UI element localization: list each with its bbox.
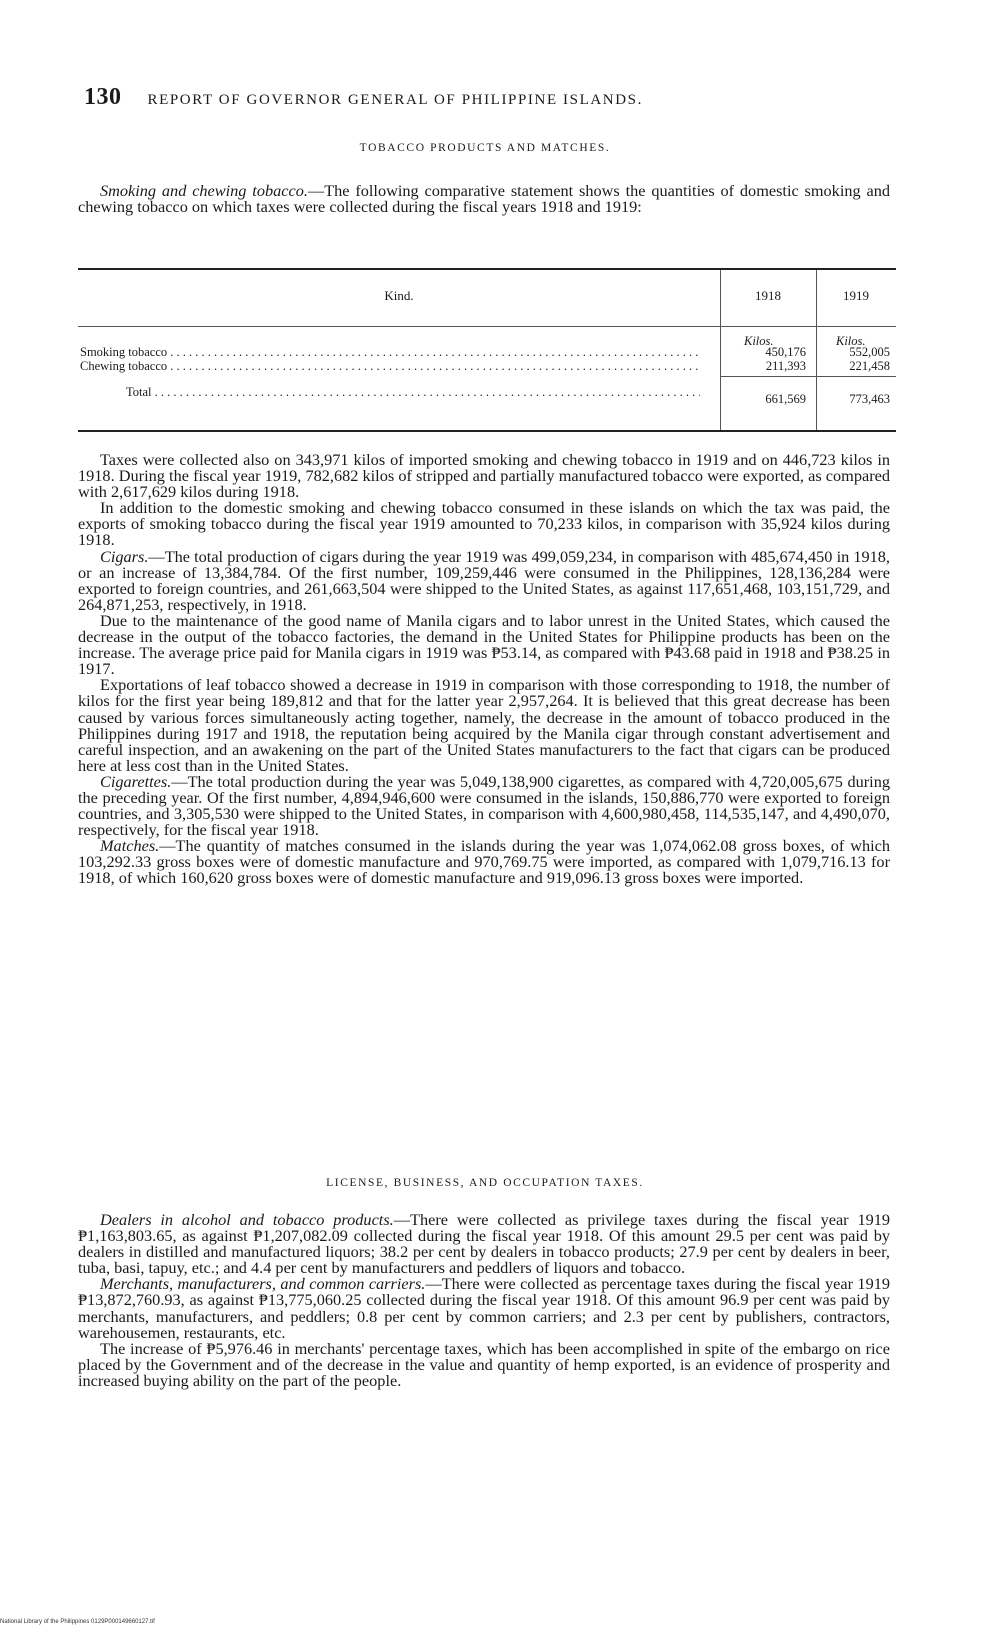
unit-1919: Kilos. [836, 334, 866, 348]
paragraph-merchants: Merchants, manufacturers, and common carriers.—There were collected as percentage taxes during the fiscal year 1919 ₱13,872,760.93, as against ₱13,775,060.25 collected during the fiscal year 1918. Of this amount 96.9 per cent was paid by merchants, manufacturers, and peddlers; 0.8 per cent by common carriers; and 2.3 per cent by publishers, contractors, warehousemen, restaurants, etc. [78, 1274, 890, 1342]
intro-text: —The following comparative statement shows the quantities of domestic smoking and chewing tobacco on which taxes were collected during the fiscal years 1918 and 1919: [78, 181, 890, 217]
section-heading-tobacco: TOBACCO PRODUCTS AND MATCHES. [359, 142, 611, 154]
cell-smoking-1918: 450,176 [765, 345, 806, 359]
paragraph-dealers: Dealers in alcohol and tobacco products.—There were collected as privilege taxes during the fiscal year 1919 ₱1,163,803.65, as against ₱1,207,082.09 collected during the fiscal year 1918. Of this amount 29.5 per cent was paid by dealers in distilled and manufactured liquors; 38.2 per cent by dealers in tobacco products; 27.9 per cent by dealers in beer, tuba, basi, tapuy, etc.; and 4.4 per cent by manufacturers and peddlers of liquors and tobacco. [78, 1210, 891, 1278]
header-1919: 1919 [843, 288, 869, 303]
paragraph-leaf-tobacco: Exportations of leaf tobacco showed a decrease in 1919 in comparison with those corresponding to 1918, the number of kilos for the first year being 189,812 and that for the latter year 2,957,264. It is believed that this great decrease has been caused by various forces simultaneously acting together, namely, the decrease in the amount of tobacco produced in the Philippines during 1917 and 1918, the reputation being acquired by the Manila cigar through constant advertisement and careful inspection, and an awakening on the part of the United States manufacturers to the fact that cigars can be produced here at less cost than in the United States. [78, 675, 890, 775]
license-body [78, 1212, 890, 1389]
cell-chewing-1918: 211,393 [765, 359, 806, 373]
paragraph-increase: The increase of ₱5,976.46 in merchants' percentage taxes, which has been accomplished in spite of the embargo on rice placed by the Government and of the decrease in the value and quantity of hemp exported, is an evidence of prosperity and increased buying ability on the part of the people. [78, 1338, 890, 1390]
paragraph-manila-cigars: Due to the maintenance of the good name of Manila cigars and to labor unrest in the United States, which caused the decrease in the output of the tobacco factories, the demand in the United States for Philippine products has been on the increase. The average price paid for Manila cigars in 1919 was ₱53.14, as compared with ₱43.68 paid in 1918 and ₱38.25 in 1917. [78, 610, 890, 679]
paragraph-cigars: Cigars.—The total production of cigars during the year 1919 was 499,059,234, in comparison with 485,674,450 in 1918, or an increase of 13,384,784. Of the first number, 109,259,446 were consumed in the Philippines, 128,136,284 were exported to foreign countries, and 261,663,504 were shipped to the United States, as against 117,651,468, 103,151,729, and 264,871,253, respectively, in 1918. [78, 546, 890, 614]
page-number: 130 [84, 84, 122, 110]
paragraph-matches: Matches.—The quantity of matches consumed in the islands during the year was 1,074,062.08 gross boxes, of which 103,292.33 gross boxes were of domestic manufacture and 970,769.75 were imported, as compared with 1,079,716.13 for 1918, of which 160,620 gross boxes were of domestic manufacture and 919,096.13 gross boxes were imported. [78, 836, 890, 888]
row-label-chewing: Chewing tobacco . . . [80, 359, 700, 374]
header-1918: 1918 [755, 288, 781, 303]
report-title: REPORT OF GOVERNOR GENERAL OF PHILIPPINE ISLANDS. [147, 92, 643, 108]
intro-run-in: Smoking and chewing tobacco. [100, 181, 308, 200]
row-label-total: Total . . . [126, 385, 700, 400]
row-label-smoking: Smoking tobacco . . . [80, 345, 700, 360]
section-heading-license: LICENSE, BUSINESS, AND OCCUPATION TAXES. [326, 1177, 644, 1189]
paragraph-exports-smoking: In addition to the domestic smoking and chewing tobacco consumed in these islands on which the tax was paid, the exports of smoking tobacco during the fiscal year 1919 amounted to 70,233 kilos, in comparison with 35,924 kilos during 1918. [78, 498, 890, 550]
scan-credit: National Library of the Philippines 0129P000149660127.tif [0, 1619, 155, 1625]
cell-chewing-1919: 221,458 [849, 359, 890, 373]
header-kind: Kind. [384, 288, 414, 303]
unit-1918: Kilos. [744, 334, 774, 348]
running-head [84, 84, 874, 111]
cell-smoking-1919: 552,005 [849, 345, 890, 359]
total-rule [720, 376, 896, 377]
cell-total-1919: 773,463 [849, 392, 890, 406]
tobacco-body [78, 452, 890, 887]
cell-total-1918: 661,569 [765, 392, 806, 406]
intro-paragraph [78, 183, 890, 215]
header-rule [78, 326, 896, 327]
tobacco-table [78, 268, 896, 432]
paragraph-imported-tobacco: Taxes were collected also on 343,971 kilos of imported smoking and chewing tobacco in 1919 and on 446,723 kilos in 1918. During the fiscal year 1919, 782,682 kilos of stripped and partially manufactured tobacco were exported, as compared with 2,617,629 kilos during 1918. [78, 450, 890, 502]
paragraph-cigarettes: Cigarettes.—The total production during the year was 5,049,138,900 cigarettes, as compared with 4,720,005,675 during the preceding year. Of the first number, 4,894,946,600 were consumed in the islands, 150,886,770 were exported to foreign countries, and 3,305,530 were shipped to the United States, in comparison with 4,600,980,458, 114,535,147, and 4,490,070, respectively, for the fiscal year 1918. [78, 771, 890, 840]
